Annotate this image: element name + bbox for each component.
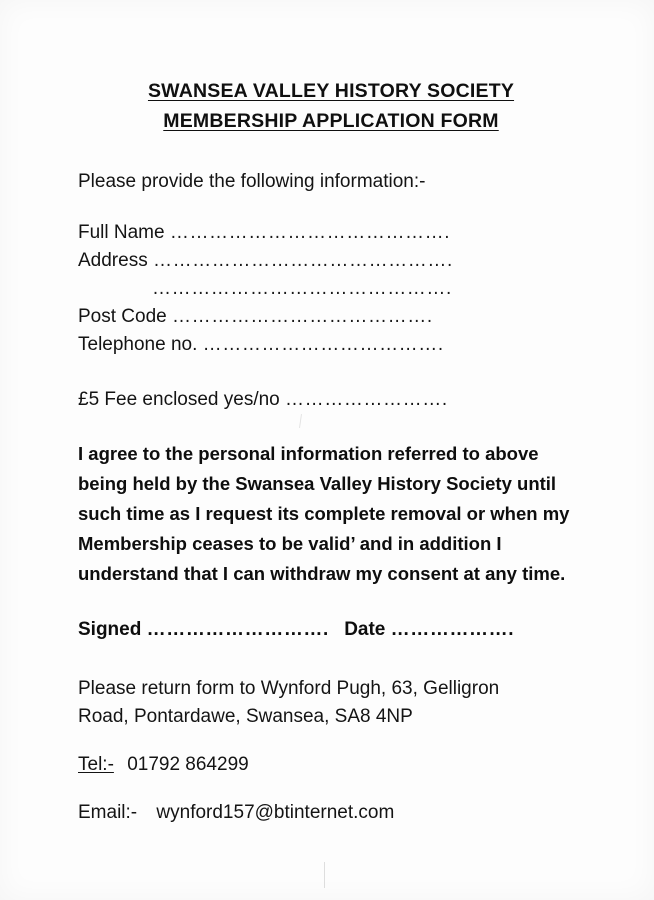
field-row-telephone bbox=[78, 331, 586, 359]
form-content bbox=[76, 78, 586, 824]
fee-label: £5 Fee enclosed yes/no bbox=[78, 388, 280, 410]
field-dots-full-name[interactable]: ……………………………………. bbox=[169, 222, 451, 244]
signed-label: Signed bbox=[78, 618, 142, 640]
signature-row bbox=[76, 619, 586, 641]
field-row-post-code bbox=[78, 303, 586, 331]
fee-row bbox=[76, 389, 586, 411]
return-instruction: Please return form to Wynford Pugh, 63, Gelligron Road, Pontardawe, Swansea, SA8 4NP bbox=[78, 677, 500, 728]
scan-artifact-bottom bbox=[324, 862, 325, 888]
field-dots-address[interactable]: ………………………………………. bbox=[152, 250, 453, 272]
date-label: Date bbox=[344, 618, 386, 640]
field-dots-address-line-2[interactable]: ………………………………………. bbox=[152, 278, 452, 300]
email-label: Email:- bbox=[78, 801, 138, 823]
field-dots-post-code[interactable]: …………………………………. bbox=[172, 306, 433, 328]
title-line-form: MEMBERSHIP APPLICATION FORM bbox=[163, 109, 499, 132]
telephone-row bbox=[76, 754, 586, 776]
field-row-address bbox=[78, 247, 586, 275]
date-dots[interactable]: ………………. bbox=[390, 618, 515, 640]
email-row bbox=[76, 802, 586, 824]
title-line-society: SWANSEA VALLEY HISTORY SOCIETY bbox=[147, 80, 515, 102]
telephone-label: Tel:- bbox=[78, 753, 114, 775]
agreement-paragraph: I agree to the personal information referred to above being held by the Swansea Valley History Society until such time as I request its complete removal or when my Membership ceases to be valid’ and in addition I understand that I can withdraw my consent at any time. bbox=[78, 442, 570, 584]
signed-dots[interactable]: ………………………. bbox=[146, 618, 329, 640]
fee-dots[interactable]: ……………………. bbox=[285, 388, 448, 410]
field-label-address: Address bbox=[78, 250, 148, 272]
field-dots-telephone[interactable]: ………………………………. bbox=[202, 334, 444, 356]
form-title bbox=[76, 78, 586, 135]
field-row-full-name bbox=[78, 219, 586, 247]
intro-text: Please provide the following information:- bbox=[78, 171, 426, 193]
telephone-number: 01792 864299 bbox=[127, 753, 249, 775]
field-label-telephone: Telephone no. bbox=[78, 334, 198, 356]
email-address[interactable]: wynford157@btinternet.com bbox=[156, 801, 395, 823]
field-row-address-line-2 bbox=[78, 275, 586, 303]
field-label-post-code: Post Code bbox=[78, 306, 167, 328]
field-list bbox=[76, 219, 586, 359]
field-label-full-name: Full Name bbox=[78, 222, 165, 244]
